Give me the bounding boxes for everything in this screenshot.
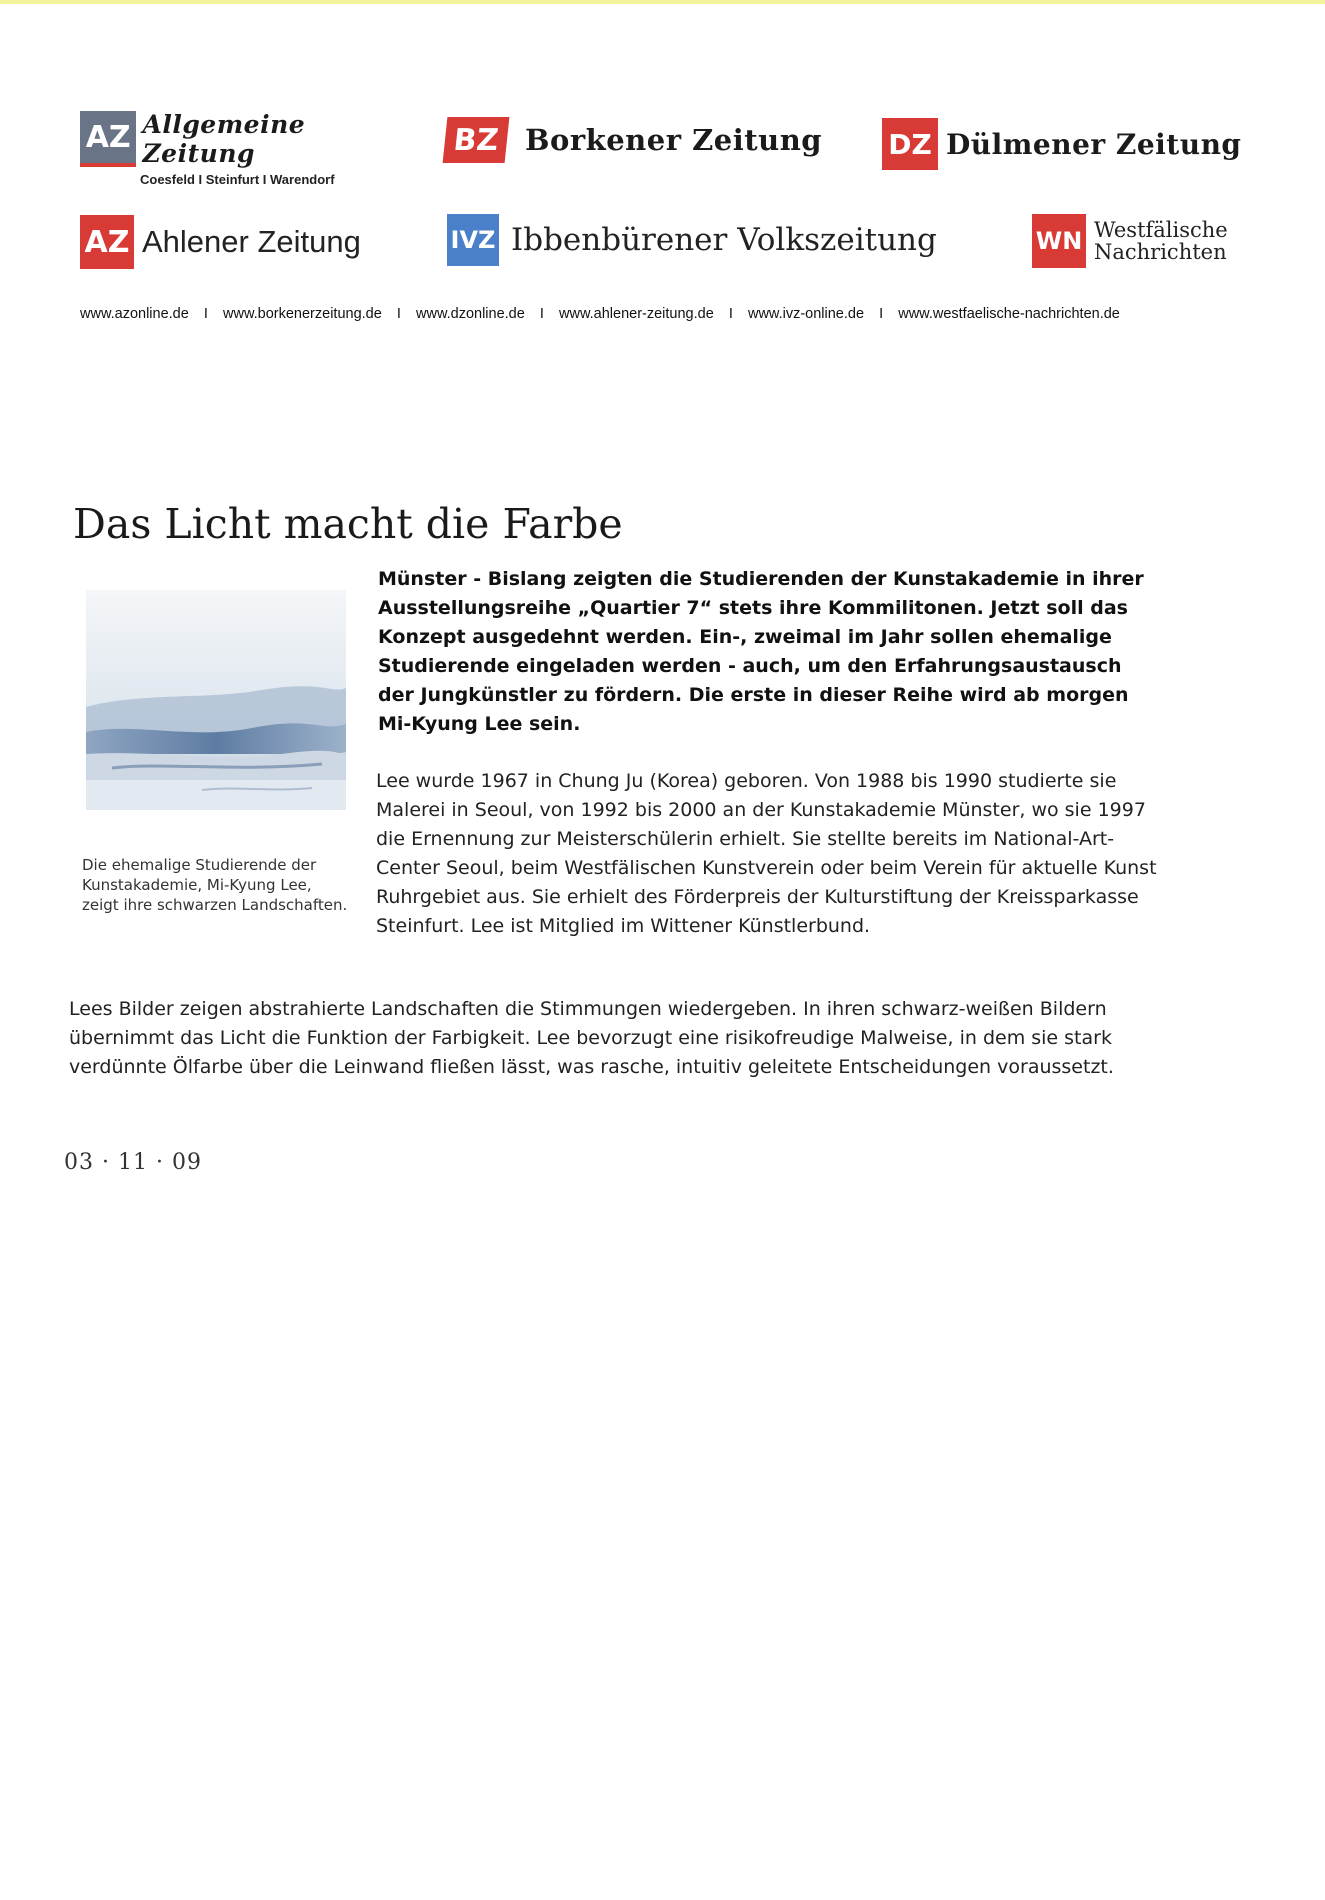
logo-allgemeine-zeitung — [80, 110, 410, 190]
article-paragraph-2: Lees Bilder zeigen abstrahierte Landschaften die Stimmungen wiedergeben. In ihren schwarz-weißen Bildern übernimmt das Licht die Funktion der Farbigkeit. Lee bevorzugt eine risikofreudige Malweise, in dem sie stark verdünnte Ölfarbe über die Leinwand fließen lässt, was rasche, intuitiv geleitete Entscheidungen voraussetzt. — [69, 998, 1114, 1078]
logo-title: Dülmener Zeitung — [946, 127, 1242, 161]
article-lead: Münster - Bislang zeigten die Studierenden der Kunstakademie in ihrer Ausstellungsreihe „Quartier 7“ stets ihre Kommilitonen. Jetzt soll das Konzept ausgedehnt werden. Ein-, zweimal im Jahr sollen ehemalige Studierende eingeladen werden - auch, um den Erfahrungsaustausch der Jungkünstler zu fördern. Die erste in dieser Reihe wird ab morgen Mi-Kyung Lee sein. — [378, 568, 1144, 735]
dz-badge-icon: DZ — [882, 118, 938, 170]
az-badge-icon: AZ — [80, 111, 136, 167]
logo-ahlener-zeitung — [80, 214, 361, 270]
logo-duelmener-zeitung — [882, 117, 1242, 171]
ivz-badge-icon: IVZ — [447, 214, 499, 266]
logo-title: Borkener Zeitung — [525, 123, 823, 157]
article-date: 03 · 11 · 09 — [64, 1150, 202, 1175]
logo-title-line1: Westfälische — [1094, 218, 1228, 242]
az-badge-icon: AZ — [80, 215, 134, 269]
artwork-photo — [82, 582, 348, 818]
logo-subtitle: Coesfeld I Steinfurt I Warendorf — [140, 172, 335, 187]
wn-badge-icon: WN — [1032, 214, 1086, 268]
logo-ibbenbuerener-volkszeitung — [447, 212, 937, 268]
logo-borkener-zeitung — [445, 112, 822, 168]
bz-badge-icon: BZ — [443, 117, 510, 163]
logo-title-line2: Nachrichten — [1094, 240, 1227, 264]
photo-caption: Die ehemalige Studierende der Kunstakademie, Mi-Kyung Lee, zeigt ihre schwarzen Landschaften. — [82, 856, 348, 914]
article-headline: Das Licht macht die Farbe — [73, 500, 623, 548]
logo-title: Ahlener Zeitung — [142, 224, 361, 259]
masthead-url-line: www.azonline.de I www.borkenerzeitung.de I www.dzonline.de I www.ahlener-zeitung.de I www.ivz-online.de I www.westfaelische-nachrichten.de — [80, 306, 1120, 322]
logo-westfaelische-nachrichten — [1032, 212, 1228, 270]
page-edge-line — [0, 0, 1325, 4]
logo-title: Ibbenbürener Volkszeitung — [511, 222, 937, 258]
article-paragraph-1: Lee wurde 1967 in Chung Ju (Korea) geboren. Von 1988 bis 1990 studierte sie Malerei in Seoul, von 1992 bis 2000 an der Kunstakademie Münster, wo sie 1997 die Ernennung zur Meisterschülerin erhielt. Sie stellte bereits im National-Art-Center Seoul, beim Westfälischen Kunstverein oder beim Verein für aktuelle Kunst Ruhrgebiet aus. Sie erhielt des Förderpreis der Kulturstiftung der Kreissparkasse Steinfurt. Lee ist Mitglied im Wittener Künstlerbund. — [376, 770, 1157, 937]
logo-title: Allgemeine Zeitung — [142, 110, 306, 168]
